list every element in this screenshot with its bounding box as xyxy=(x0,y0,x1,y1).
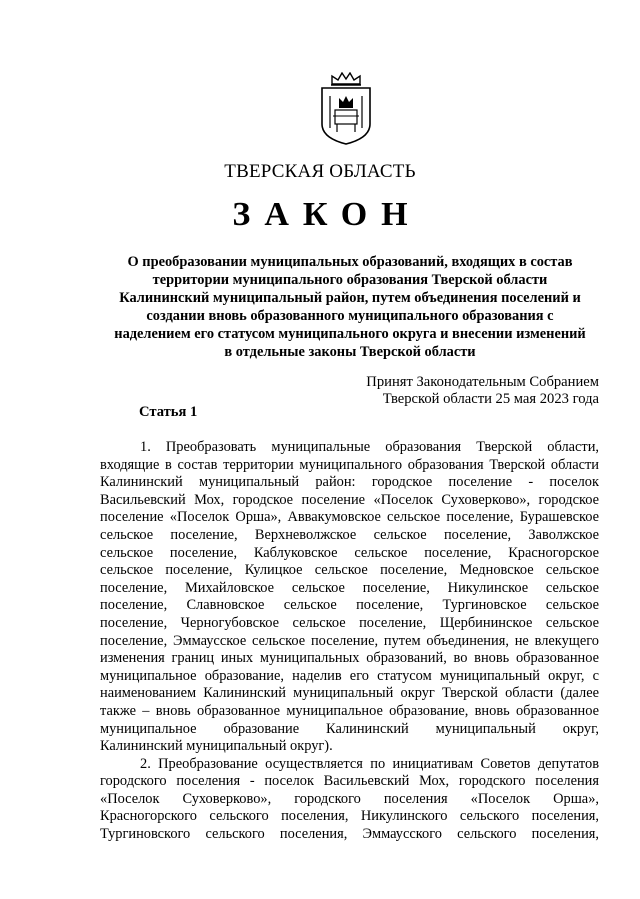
paragraph-1-line: поселение «Поселок Орша», Аввакумовское сельское поселение, Бурашевское xyxy=(100,509,599,526)
paragraph-2-line: Тургиновского сельского поселения, Эммаусского сельского поселения, xyxy=(100,826,599,843)
law-title-line: О преобразовании муниципальных образований, входящих в состав xyxy=(127,254,573,270)
paragraph-1-line: 1. Преобразовать муниципальные образования Тверской области, xyxy=(140,439,599,455)
paragraph-1-line: муниципальное образование Калининский муниципальный округ, xyxy=(100,720,599,737)
adoption-note-line: Тверской области 25 мая 2023 года xyxy=(382,391,599,407)
paragraph-1-line: входящие в состав территории муниципального образования Тверской области xyxy=(100,456,599,473)
paragraph-1-line: муниципальное образование, наделив его статусом муниципальный округ, с xyxy=(100,667,599,684)
paragraph-1-line: наименованием Калининский муниципальный округ Тверской области (далее xyxy=(100,685,599,702)
paragraph-1-line: сельское поселение, Каблуковское сельское поселение, Красногорское xyxy=(100,544,599,561)
paragraph-1-line: Калининский муниципальный район: городское поселение - поселок xyxy=(100,474,599,491)
adoption-note xyxy=(366,374,599,408)
paragraph-1-line: поселение, Михайловское сельское поселение, Никулинское сельское xyxy=(100,579,599,596)
law-title-line: в отдельные законы Тверской области xyxy=(224,344,476,360)
document-type-heading: ЗАКОН xyxy=(232,196,422,233)
paragraph-1-line: Васильевский Мох, городское поселение «Поселок Суховерково», городское xyxy=(100,491,599,508)
paragraph-1-line: поселение, Черногубовское сельское поселение, Щербининское сельское xyxy=(100,614,599,631)
paragraph-2-line: Красногорского сельского поселения, Никулинского сельского поселения, xyxy=(100,808,599,825)
paragraph-1-line: Калининский муниципальный округ). xyxy=(100,738,333,755)
law-title-line: территории муниципального образования Тверской области xyxy=(152,272,548,288)
law-title-line: создании вновь образованного муниципального образования с xyxy=(146,308,554,324)
paragraph-1-line: сельское поселение, Кулицкое сельское поселение, Медновское сельское xyxy=(100,562,599,579)
article-body xyxy=(100,439,599,844)
region-heading: ТВЕРСКАЯ ОБЛАСТЬ xyxy=(224,161,416,182)
paragraph-1-line: поселение, Эммаусское сельское поселение, путем объединения, не влекущего xyxy=(100,632,599,649)
paragraph-1-line: поселение, Славновское сельское поселение, Тургиновское сельское xyxy=(100,597,599,614)
paragraph-2-line: городского поселения - поселок Васильевский Мох, городского поселения xyxy=(100,773,599,790)
law-title-line: наделением его статусом муниципального округа и внесении изменений xyxy=(114,326,586,342)
paragraph-2-line: «Поселок Суховерково», городского поселения «Поселок Орша», xyxy=(100,790,599,807)
adoption-note-line: Принят Законодательным Собранием xyxy=(366,374,599,390)
paragraph-1-line: сельское поселение, Верхневолжское сельское поселение, Заволжское xyxy=(100,526,599,543)
tver-coat-of-arms-icon xyxy=(318,72,374,146)
paragraph-2-line: 2. Преобразование осуществляется по инициативам Советов депутатов xyxy=(140,755,599,772)
law-title xyxy=(96,253,604,361)
article-heading: Статья 1 xyxy=(139,404,198,420)
law-title-line: Калининский муниципальный район, путем объединения поселений и xyxy=(119,290,581,306)
paragraph-1-line: также – вновь образованное муниципальное образование, вновь образованное xyxy=(100,702,599,719)
paragraph-1-line: изменения границ иных муниципальных образований, во вновь образованное xyxy=(100,650,599,667)
